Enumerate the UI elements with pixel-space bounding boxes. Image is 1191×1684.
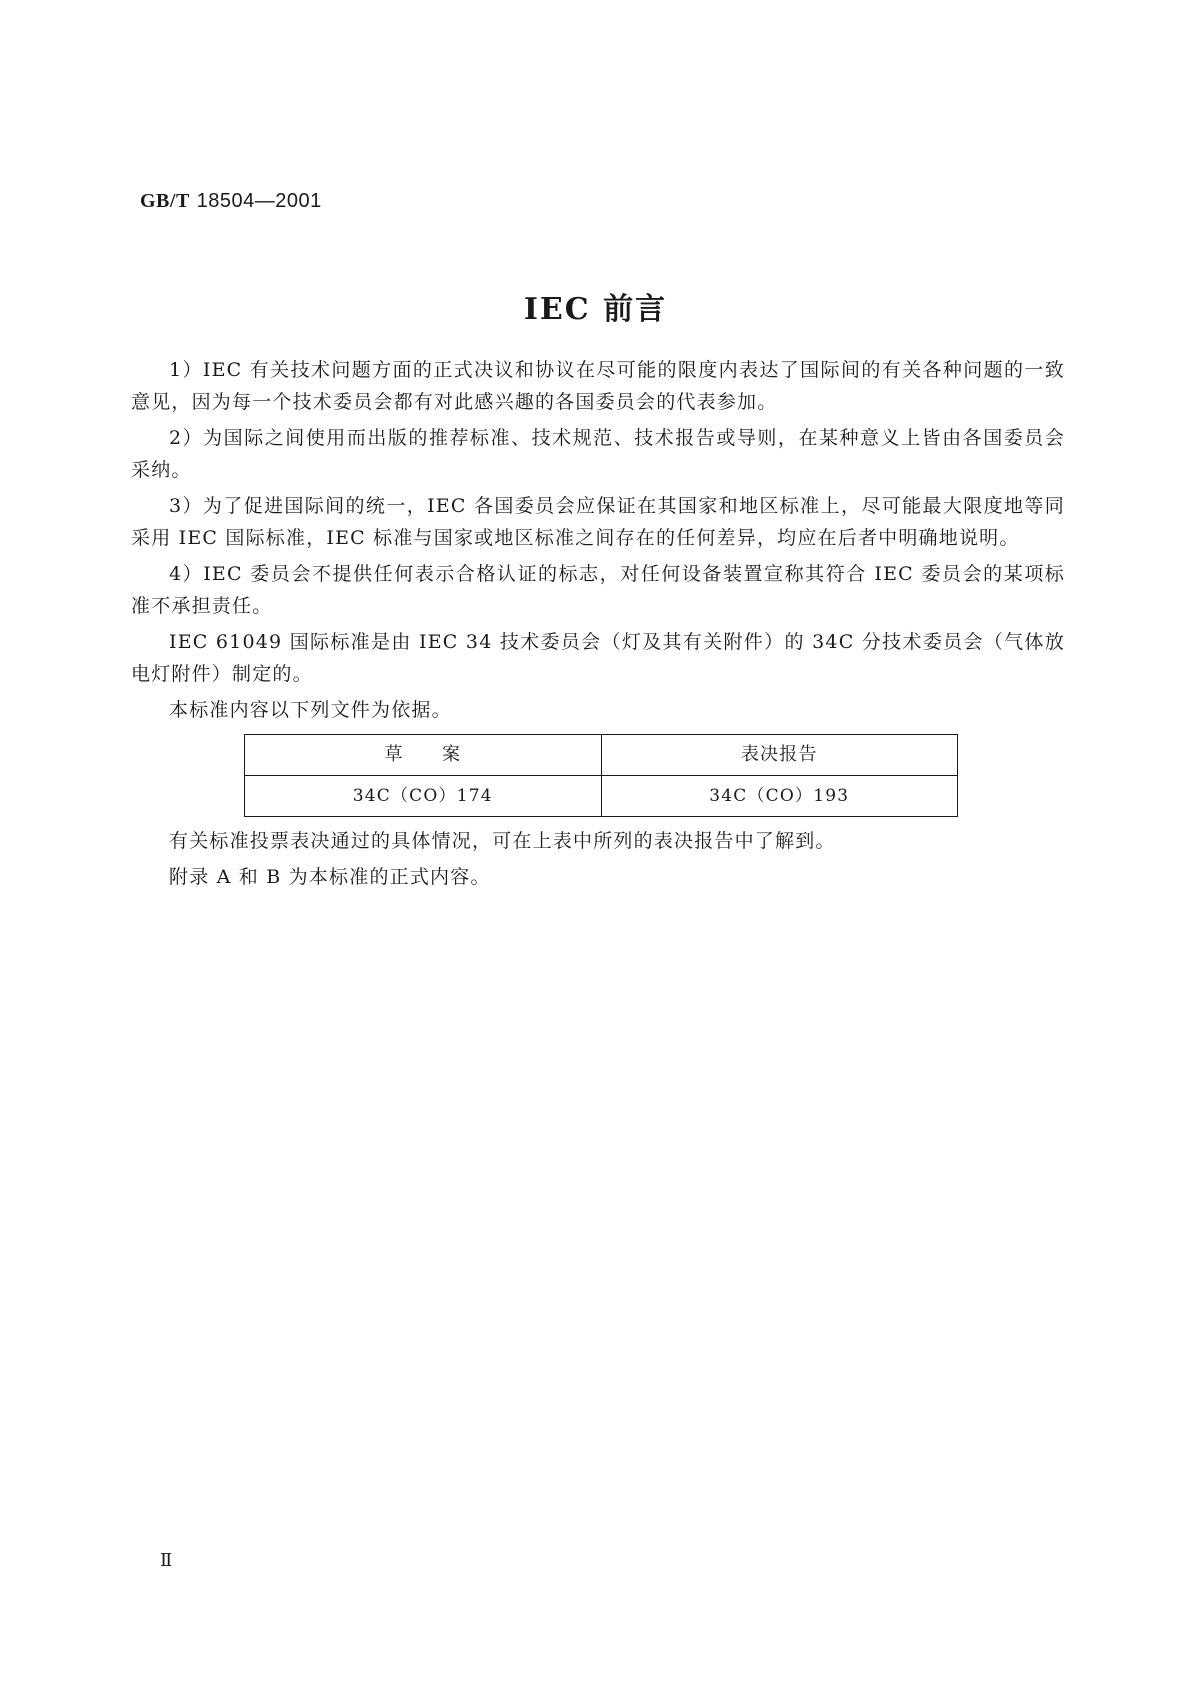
table-cell-voting-report: 34C（CO）193 <box>601 776 958 817</box>
standard-number: 18504—2001 <box>196 190 322 212</box>
standard-prefix: GB/T <box>140 190 190 212</box>
closing-paragraph-1: 有关标准投票表决通过的具体情况，可在上表中所列的表决报告中了解到。 <box>169 830 836 852</box>
document-basis-table <box>244 734 958 817</box>
table-cell-draft: 34C（CO）174 <box>245 776 602 817</box>
closing-paragraph-2: 附录 A 和 B 为本标准的正式内容。 <box>169 866 491 888</box>
paragraph-2: 2）为国际之间使用而出版的推荐标准、技术规范、技术报告或导则，在某种意义上皆由各国委员会采纳。 <box>131 427 1065 481</box>
page-number: Ⅱ <box>160 1550 173 1571</box>
paragraph-6: 本标准内容以下列文件为依据。 <box>169 699 452 721</box>
table-header-row <box>245 735 958 776</box>
paragraph-3: 3）为了促进国际间的统一，IEC 各国委员会应保证在其国家和地区标准上，尽可能最大限度地等同采用 IEC 国际标准，IEC 标准与国家或地区标准之间存在的任何差异，均应在后者中明确地说明。 <box>131 495 1065 549</box>
paragraph-1: 1）IEC 有关技术问题方面的正式决议和协议在尽可能的限度内表达了国际间的有关各种问题的一致意见，因为每一个技术委员会都有对此感兴趣的各国委员会的代表参加。 <box>131 359 1065 413</box>
paragraph-4: 4）IEC 委员会不提供任何表示合格认证的标志，对任何设备装置宣称其符合 IEC 委员会的某项标准不承担责任。 <box>131 563 1065 617</box>
table-header-voting-report: 表决报告 <box>601 735 958 776</box>
table-row <box>245 776 958 817</box>
page-title: IEC 前言 <box>523 292 668 327</box>
standard-code-header <box>140 188 322 213</box>
paragraph-5: IEC 61049 国际标准是由 IEC 34 技术委员会（灯及其有关附件）的 34C 分技术委员会（气体放电灯附件）制定的。 <box>131 631 1065 685</box>
foreword-body <box>131 354 1065 897</box>
table-header-draft: 草 案 <box>245 735 602 776</box>
